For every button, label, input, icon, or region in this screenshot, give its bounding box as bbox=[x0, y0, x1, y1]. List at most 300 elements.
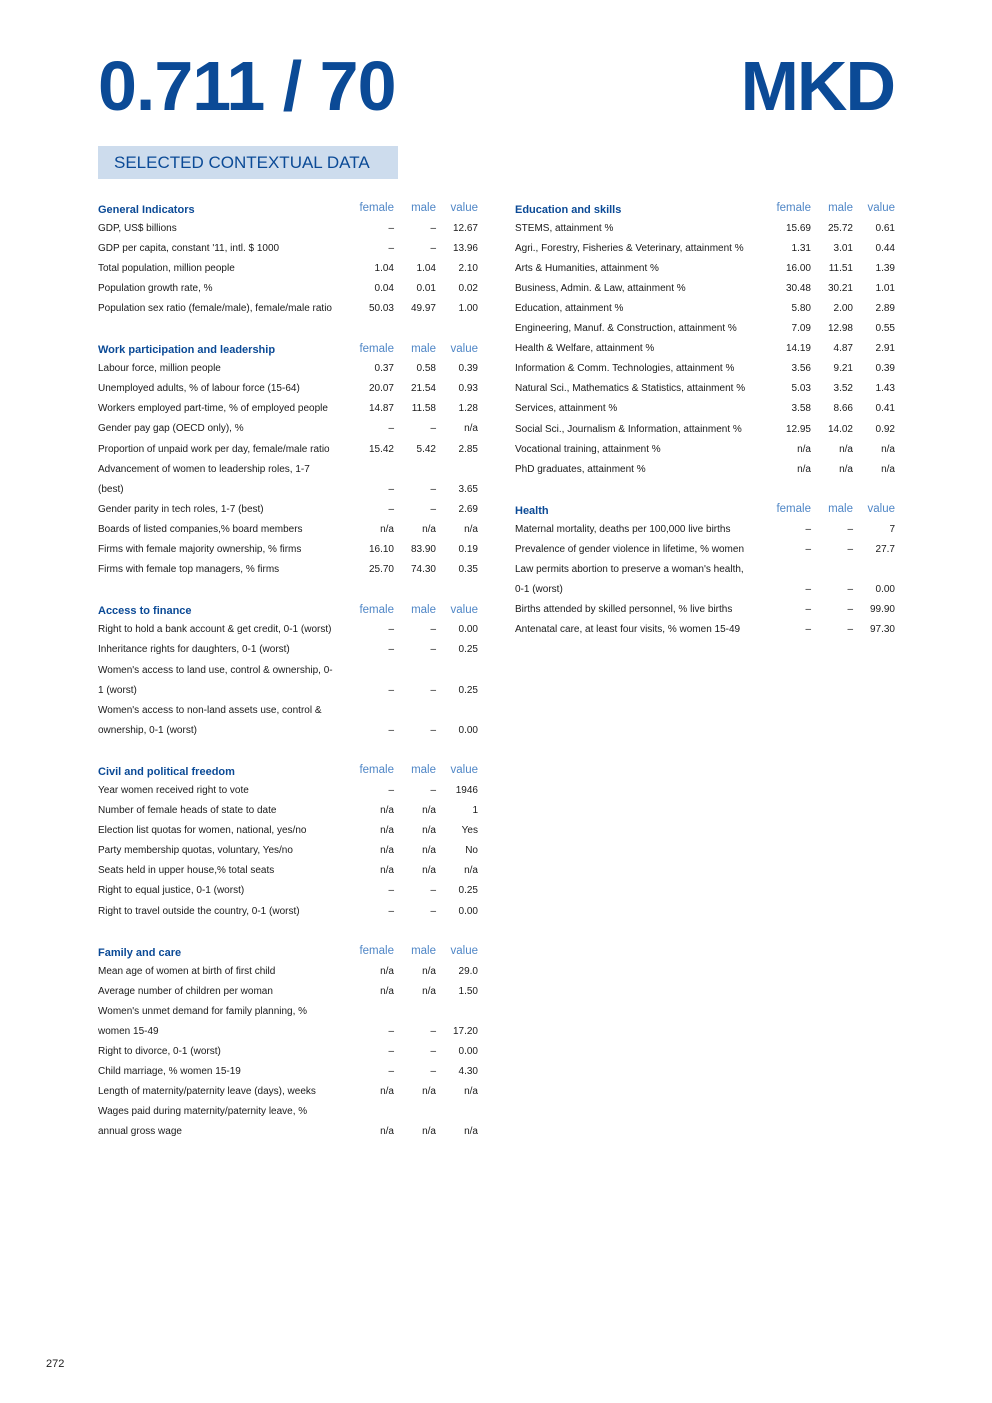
male-column-header: male bbox=[411, 603, 436, 616]
table-row bbox=[515, 439, 895, 459]
section-header bbox=[98, 339, 478, 359]
indicator-label: women 15-49 bbox=[98, 1026, 159, 1038]
male-value: – bbox=[430, 242, 436, 254]
male-value: 1.04 bbox=[416, 262, 436, 274]
male-value: n/a bbox=[839, 443, 853, 455]
section-header bbox=[515, 499, 895, 519]
indicator-label: Business, Admin. & Law, attainment % bbox=[515, 282, 686, 294]
male-value: n/a bbox=[422, 1086, 436, 1098]
male-value: 49.97 bbox=[410, 303, 436, 315]
indicator-label: Education, attainment % bbox=[515, 303, 624, 315]
indicator-label: Gender parity in tech roles, 1-7 (best) bbox=[98, 503, 264, 515]
female-value: 14.19 bbox=[785, 343, 811, 355]
male-value: n/a bbox=[422, 985, 436, 997]
male-value: – bbox=[430, 503, 436, 515]
male-value: – bbox=[847, 584, 853, 596]
indicator-value: 0.92 bbox=[875, 423, 895, 435]
table-row bbox=[98, 1122, 478, 1142]
data-section bbox=[98, 198, 478, 319]
indicator-label: Child marriage, % women 15-19 bbox=[98, 1066, 241, 1078]
indicator-value: 1.39 bbox=[875, 262, 895, 274]
table-row bbox=[515, 399, 895, 419]
male-value: n/a bbox=[422, 1126, 436, 1138]
table-row bbox=[515, 560, 895, 580]
indicator-value: 3.65 bbox=[458, 483, 478, 495]
table-row bbox=[98, 780, 478, 800]
section-title: Education and skills bbox=[515, 203, 622, 216]
table-row bbox=[98, 700, 478, 720]
indicator-value: 0.25 bbox=[458, 885, 478, 897]
right-column bbox=[515, 198, 895, 660]
male-value: 14.02 bbox=[827, 423, 853, 435]
female-value: 12.95 bbox=[785, 423, 811, 435]
female-value: – bbox=[388, 1066, 394, 1078]
table-row bbox=[98, 1082, 478, 1102]
female-value: – bbox=[388, 423, 394, 435]
table-row bbox=[515, 218, 895, 238]
female-column-header: female bbox=[359, 603, 394, 616]
male-value: 83.90 bbox=[410, 544, 436, 556]
table-row bbox=[98, 419, 478, 439]
indicator-label: 1 (worst) bbox=[98, 684, 137, 696]
female-value: – bbox=[388, 503, 394, 515]
male-column-header: male bbox=[828, 503, 853, 516]
indicator-label: Firms with female top managers, % firms bbox=[98, 564, 280, 576]
female-value: – bbox=[388, 483, 394, 495]
female-value: – bbox=[805, 604, 811, 616]
male-value: – bbox=[847, 544, 853, 556]
indicator-value: No bbox=[465, 845, 478, 857]
table-row bbox=[515, 580, 895, 600]
section-header bbox=[98, 198, 478, 218]
female-value: – bbox=[388, 684, 394, 696]
table-row bbox=[98, 1001, 478, 1021]
table-row bbox=[98, 620, 478, 640]
indicator-label: Right to equal justice, 0-1 (worst) bbox=[98, 885, 245, 897]
indicator-value: n/a bbox=[464, 1126, 478, 1138]
value-column-header: value bbox=[867, 202, 895, 215]
male-value: – bbox=[430, 905, 436, 917]
male-value: 4.87 bbox=[833, 343, 853, 355]
indicator-label: Number of female heads of state to date bbox=[98, 805, 277, 817]
section-banner: SELECTED CONTEXTUAL DATA bbox=[98, 146, 398, 179]
country-code: MKD bbox=[740, 47, 894, 125]
value-column-header: value bbox=[450, 202, 478, 215]
male-value: n/a bbox=[422, 805, 436, 817]
section-title: Civil and political freedom bbox=[98, 765, 235, 778]
indicator-value: 1.01 bbox=[875, 282, 895, 294]
section-title: Family and care bbox=[98, 946, 182, 959]
indicator-value: 12.67 bbox=[452, 222, 478, 234]
female-value: n/a bbox=[380, 825, 394, 837]
male-value: n/a bbox=[422, 825, 436, 837]
indicator-value: 0.25 bbox=[458, 644, 478, 656]
indicator-label: Length of maternity/paternity leave (days), weeks bbox=[98, 1086, 316, 1098]
data-section bbox=[98, 339, 478, 580]
table-row bbox=[98, 961, 478, 981]
male-value: 12.98 bbox=[827, 323, 853, 335]
male-value: 30.21 bbox=[827, 282, 853, 294]
data-section bbox=[98, 941, 478, 1142]
female-value: 16.00 bbox=[785, 262, 811, 274]
table-row bbox=[98, 1042, 478, 1062]
indicator-value: n/a bbox=[464, 865, 478, 877]
female-value: 14.87 bbox=[368, 403, 394, 415]
male-value: – bbox=[430, 483, 436, 495]
indicator-value: 0.00 bbox=[458, 624, 478, 636]
table-row bbox=[98, 841, 478, 861]
table-row bbox=[515, 359, 895, 379]
indicator-label: Population sex ratio (female/male), female/male ratio bbox=[98, 303, 332, 315]
female-value: n/a bbox=[380, 845, 394, 857]
indicator-label: Average number of children per woman bbox=[98, 985, 273, 997]
female-value: 3.58 bbox=[791, 403, 811, 415]
indicator-value: 2.85 bbox=[458, 443, 478, 455]
indicator-label: Information & Comm. Technologies, attainment % bbox=[515, 363, 735, 375]
female-value: – bbox=[805, 523, 811, 535]
male-value: 25.72 bbox=[827, 222, 853, 234]
indicator-label: Workers employed part-time, % of employed people bbox=[98, 403, 328, 415]
table-row bbox=[98, 881, 478, 901]
table-row bbox=[515, 258, 895, 278]
indicator-label: Antenatal care, at least four visits, % women 15-49 bbox=[515, 624, 741, 636]
indicator-label: PhD graduates, attainment % bbox=[515, 463, 646, 475]
male-value: 74.30 bbox=[410, 564, 436, 576]
indicator-value: 2.89 bbox=[875, 303, 895, 315]
male-value: – bbox=[430, 1046, 436, 1058]
indicator-label: Births attended by skilled personnel, % live births bbox=[515, 604, 733, 616]
male-value: 9.21 bbox=[833, 363, 853, 375]
indicator-value: Yes bbox=[461, 825, 478, 837]
male-value: – bbox=[847, 523, 853, 535]
indicator-value: n/a bbox=[881, 463, 895, 475]
table-row bbox=[515, 319, 895, 339]
female-value: – bbox=[388, 624, 394, 636]
female-value: n/a bbox=[797, 443, 811, 455]
indicator-value: 1.28 bbox=[458, 403, 478, 415]
indicator-label: Arts & Humanities, attainment % bbox=[515, 262, 659, 274]
female-value: – bbox=[388, 885, 394, 897]
table-row bbox=[98, 801, 478, 821]
female-column-header: female bbox=[359, 202, 394, 215]
value-column-header: value bbox=[450, 603, 478, 616]
female-column-header: female bbox=[776, 202, 811, 215]
indicator-label: 0-1 (worst) bbox=[515, 584, 563, 596]
indicator-value: 0.39 bbox=[875, 363, 895, 375]
female-value: – bbox=[805, 624, 811, 636]
female-value: – bbox=[388, 242, 394, 254]
male-value: – bbox=[430, 1026, 436, 1038]
table-row bbox=[98, 439, 478, 459]
section-title: Work participation and leadership bbox=[98, 344, 276, 357]
indicator-label: Health & Welfare, attainment % bbox=[515, 343, 655, 355]
female-value: 30.48 bbox=[785, 282, 811, 294]
indicator-label: Maternal mortality, deaths per 100,000 live births bbox=[515, 523, 731, 535]
male-column-header: male bbox=[411, 945, 436, 958]
male-value: – bbox=[430, 222, 436, 234]
table-row bbox=[515, 519, 895, 539]
table-row bbox=[98, 901, 478, 921]
indicator-value: 0.93 bbox=[458, 383, 478, 395]
indicator-label: Women's access to land use, control & ownership, 0- bbox=[98, 664, 333, 676]
table-row bbox=[98, 1021, 478, 1041]
indicator-value: n/a bbox=[881, 443, 895, 455]
table-row bbox=[98, 640, 478, 660]
indicator-label: Services, attainment % bbox=[515, 403, 618, 415]
indicator-label: Election list quotas for women, national, yes/no bbox=[98, 825, 307, 837]
indicator-value: 0.00 bbox=[458, 905, 478, 917]
male-value: – bbox=[430, 724, 436, 736]
male-value: – bbox=[847, 604, 853, 616]
table-row bbox=[98, 218, 478, 238]
male-value: n/a bbox=[422, 965, 436, 977]
table-row bbox=[515, 278, 895, 298]
female-value: n/a bbox=[380, 985, 394, 997]
table-row bbox=[98, 359, 478, 379]
female-value: – bbox=[388, 724, 394, 736]
female-value: 25.70 bbox=[368, 564, 394, 576]
male-value: 2.00 bbox=[833, 303, 853, 315]
table-row bbox=[98, 258, 478, 278]
male-column-header: male bbox=[411, 342, 436, 355]
indicator-value: 1.43 bbox=[875, 383, 895, 395]
male-value: 5.42 bbox=[416, 443, 436, 455]
table-row bbox=[98, 821, 478, 841]
female-value: n/a bbox=[380, 805, 394, 817]
indicator-label: GDP, US$ billions bbox=[98, 222, 177, 234]
indicator-label: Right to divorce, 0-1 (worst) bbox=[98, 1046, 221, 1058]
female-value: 1.31 bbox=[791, 242, 811, 254]
table-row bbox=[98, 981, 478, 1001]
male-value: – bbox=[430, 684, 436, 696]
indicator-value: 0.25 bbox=[458, 684, 478, 696]
indicator-label: Advancement of women to leadership roles, 1-7 bbox=[98, 463, 310, 475]
value-column-header: value bbox=[450, 945, 478, 958]
table-row bbox=[515, 339, 895, 359]
female-value: 15.42 bbox=[368, 443, 394, 455]
indicator-value: 0.55 bbox=[875, 323, 895, 335]
indicator-label: Mean age of women at birth of first child bbox=[98, 965, 276, 977]
indicator-value: 97.30 bbox=[869, 624, 895, 636]
indicator-value: 0.39 bbox=[458, 363, 478, 375]
indicator-value: 17.20 bbox=[452, 1026, 478, 1038]
female-value: 5.80 bbox=[791, 303, 811, 315]
indicator-label: Agri., Forestry, Fisheries & Veterinary, attainment % bbox=[515, 242, 744, 254]
male-value: 21.54 bbox=[410, 383, 436, 395]
indicator-value: 7 bbox=[889, 523, 895, 535]
female-value: – bbox=[388, 644, 394, 656]
indicator-label: Gender pay gap (OECD only), % bbox=[98, 423, 244, 435]
female-value: – bbox=[388, 1026, 394, 1038]
table-row bbox=[98, 540, 478, 560]
indicator-label: Social Sci., Journalism & Information, attainment % bbox=[515, 423, 742, 435]
indicator-label: ownership, 0-1 (worst) bbox=[98, 724, 197, 736]
table-row bbox=[98, 519, 478, 539]
page-number: 272 bbox=[46, 1358, 65, 1370]
indicator-value: 0.02 bbox=[458, 282, 478, 294]
table-row bbox=[515, 620, 895, 640]
male-value: – bbox=[430, 885, 436, 897]
indicator-value: 0.00 bbox=[458, 724, 478, 736]
value-column-header: value bbox=[450, 764, 478, 777]
female-value: 0.37 bbox=[374, 363, 394, 375]
indicator-value: n/a bbox=[464, 1086, 478, 1098]
male-value: – bbox=[847, 624, 853, 636]
male-value: n/a bbox=[422, 523, 436, 535]
male-value: – bbox=[430, 624, 436, 636]
female-value: – bbox=[388, 784, 394, 796]
female-value: – bbox=[805, 544, 811, 556]
indicator-value: 4.30 bbox=[458, 1066, 478, 1078]
table-row bbox=[98, 459, 478, 479]
indicator-value: 0.19 bbox=[458, 544, 478, 556]
indicator-label: Prevalence of gender violence in lifetime, % women bbox=[515, 544, 745, 556]
table-row bbox=[515, 419, 895, 439]
female-value: 3.56 bbox=[791, 363, 811, 375]
male-value: n/a bbox=[422, 865, 436, 877]
section-header bbox=[98, 941, 478, 961]
table-row bbox=[98, 379, 478, 399]
indicator-label: Party membership quotas, voluntary, Yes/no bbox=[98, 845, 293, 857]
male-value: 0.58 bbox=[416, 363, 436, 375]
indicator-value: 0.00 bbox=[875, 584, 895, 596]
female-value: n/a bbox=[380, 965, 394, 977]
table-row bbox=[515, 238, 895, 258]
male-value: – bbox=[430, 644, 436, 656]
indicator-value: 2.91 bbox=[875, 343, 895, 355]
table-row bbox=[515, 540, 895, 560]
indicator-label: annual gross wage bbox=[98, 1126, 182, 1138]
female-value: n/a bbox=[380, 1086, 394, 1098]
indicator-label: (best) bbox=[98, 483, 124, 495]
indicator-value: 0.35 bbox=[458, 564, 478, 576]
indicator-label: Women's access to non-land assets use, control & bbox=[98, 704, 322, 716]
section-header bbox=[98, 600, 478, 620]
indicator-value: 2.10 bbox=[458, 262, 478, 274]
indicator-label: Wages paid during maternity/paternity leave, % bbox=[98, 1106, 308, 1118]
indicator-label: Firms with female majority ownership, % firms bbox=[98, 544, 302, 556]
table-row bbox=[98, 1102, 478, 1122]
male-value: 3.01 bbox=[833, 242, 853, 254]
female-value: – bbox=[388, 1046, 394, 1058]
female-value: n/a bbox=[380, 523, 394, 535]
indicator-value: 0.44 bbox=[875, 242, 895, 254]
male-value: 3.52 bbox=[833, 383, 853, 395]
female-value: – bbox=[388, 222, 394, 234]
indicator-value: n/a bbox=[464, 523, 478, 535]
section-header bbox=[515, 198, 895, 218]
male-column-header: male bbox=[411, 764, 436, 777]
female-value: 1.04 bbox=[374, 262, 394, 274]
indicator-label: Boards of listed companies,% board members bbox=[98, 523, 303, 535]
male-value: n/a bbox=[839, 463, 853, 475]
female-value: 20.07 bbox=[368, 383, 394, 395]
female-value: – bbox=[805, 584, 811, 596]
table-row bbox=[515, 379, 895, 399]
female-column-header: female bbox=[359, 764, 394, 777]
table-row bbox=[98, 298, 478, 318]
male-value: 0.01 bbox=[416, 282, 436, 294]
indicator-label: GDP per capita, constant '11, intl. $ 1000 bbox=[98, 242, 280, 254]
male-value: – bbox=[430, 784, 436, 796]
indicator-label: Year women received right to vote bbox=[98, 784, 249, 796]
female-column-header: female bbox=[776, 503, 811, 516]
female-value: 16.10 bbox=[368, 544, 394, 556]
table-row bbox=[98, 479, 478, 499]
left-column bbox=[98, 198, 478, 1162]
indicator-label: Natural Sci., Mathematics & Statistics, attainment % bbox=[515, 383, 746, 395]
table-row bbox=[98, 278, 478, 298]
table-row bbox=[98, 1062, 478, 1082]
male-value: – bbox=[430, 1066, 436, 1078]
table-row bbox=[98, 861, 478, 881]
male-value: 11.51 bbox=[828, 262, 853, 274]
female-value: – bbox=[388, 905, 394, 917]
indicator-value: 29.0 bbox=[458, 965, 478, 977]
indicator-label: Women's unmet demand for family planning, % bbox=[98, 1005, 308, 1017]
indicator-value: 1.00 bbox=[458, 303, 478, 315]
indicator-label: Right to hold a bank account & get credit, 0-1 (worst) bbox=[98, 624, 332, 636]
female-value: 15.69 bbox=[785, 222, 811, 234]
value-column-header: value bbox=[867, 503, 895, 516]
indicator-value: 1.50 bbox=[458, 985, 478, 997]
indicator-value: 27.7 bbox=[875, 544, 895, 556]
male-value: n/a bbox=[422, 845, 436, 857]
section-title: Access to finance bbox=[98, 605, 192, 618]
indicator-label: Population growth rate, % bbox=[98, 282, 213, 294]
table-row bbox=[98, 499, 478, 519]
gender-gap-score: 0.711 / 70 bbox=[98, 47, 396, 125]
indicator-label: Unemployed adults, % of labour force (15-64) bbox=[98, 383, 300, 395]
value-column-header: value bbox=[450, 342, 478, 355]
female-value: 50.03 bbox=[368, 303, 394, 315]
section-title: Health bbox=[515, 504, 549, 517]
table-row bbox=[98, 720, 478, 740]
table-row bbox=[98, 560, 478, 580]
section-header bbox=[98, 760, 478, 780]
table-row bbox=[98, 399, 478, 419]
indicator-value: 13.96 bbox=[452, 242, 478, 254]
male-column-header: male bbox=[411, 202, 436, 215]
female-value: 7.09 bbox=[791, 323, 811, 335]
table-row bbox=[515, 298, 895, 318]
section-title: General Indicators bbox=[98, 203, 195, 216]
indicator-value: 0.61 bbox=[875, 222, 895, 234]
indicator-label: Seats held in upper house,% total seats bbox=[98, 865, 275, 877]
indicator-label: Law permits abortion to preserve a woman's health, bbox=[515, 564, 744, 576]
male-value: 8.66 bbox=[833, 403, 853, 415]
male-value: 11.58 bbox=[411, 403, 436, 415]
female-column-header: female bbox=[359, 945, 394, 958]
indicator-value: 1 bbox=[472, 805, 478, 817]
indicator-value: 99.90 bbox=[869, 604, 895, 616]
indicator-value: 0.41 bbox=[875, 403, 895, 415]
female-column-header: female bbox=[359, 342, 394, 355]
data-section bbox=[98, 600, 478, 741]
indicator-label: STEMS, attainment % bbox=[515, 222, 614, 234]
indicator-value: 0.00 bbox=[458, 1046, 478, 1058]
male-column-header: male bbox=[828, 202, 853, 215]
indicator-label: Labour force, million people bbox=[98, 363, 221, 375]
indicator-label: Vocational training, attainment % bbox=[515, 443, 661, 455]
male-value: – bbox=[430, 423, 436, 435]
table-row bbox=[515, 459, 895, 479]
table-row bbox=[515, 600, 895, 620]
indicator-label: Right to travel outside the country, 0-1 (worst) bbox=[98, 905, 300, 917]
indicator-value: n/a bbox=[464, 423, 478, 435]
indicator-label: Engineering, Manuf. & Construction, attainment % bbox=[515, 323, 737, 335]
indicator-label: Total population, million people bbox=[98, 262, 235, 274]
